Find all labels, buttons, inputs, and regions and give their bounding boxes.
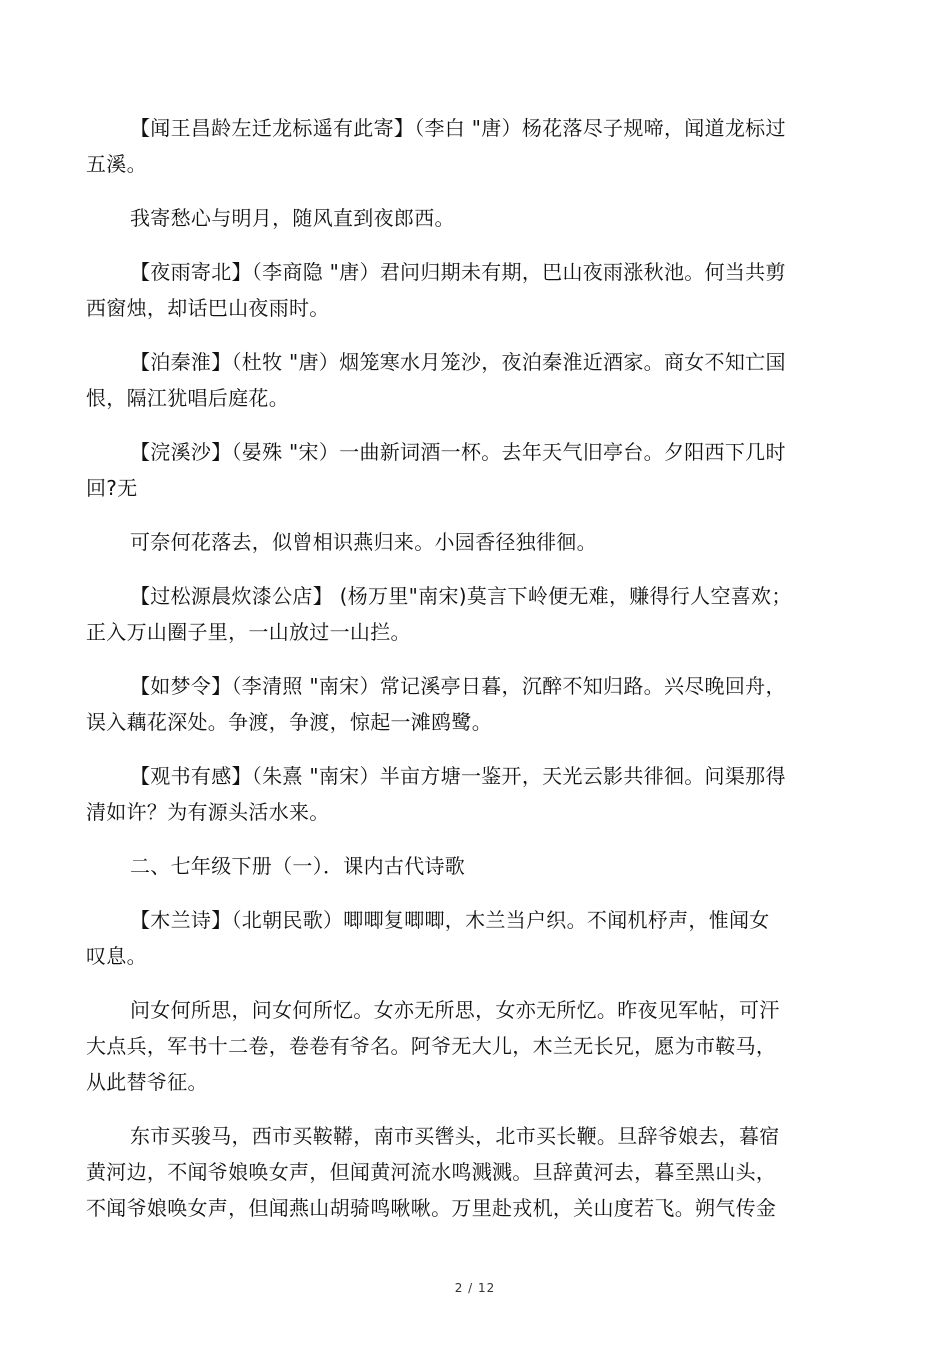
- text-line: 【过松源晨炊漆公店】 (杨万里"南宋)莫言下岭便无难，赚得行人空喜欢；: [130, 584, 792, 608]
- text-line: 回?无: [86, 476, 138, 500]
- paragraph: [86, 524, 846, 560]
- paragraph: [86, 110, 846, 182]
- paragraph: [86, 200, 846, 236]
- text-line: 正入万山圈子里，一山放过一山拦。: [86, 620, 411, 644]
- text-line: 西窗烛，却话巴山夜雨时。: [86, 296, 330, 320]
- paragraph: [86, 1118, 846, 1226]
- text-line: 误入藕花深处。争渡，争渡，惊起一滩鸥鹭。: [86, 710, 492, 734]
- paragraph: [86, 668, 846, 740]
- text-line: 大点兵，军书十二卷，卷卷有爷名。阿爷无大儿，木兰无长兄，愿为市鞍马，: [86, 1034, 777, 1058]
- text-line: 不闻爷娘唤女声，但闻燕山胡骑鸣啾啾。万里赴戎机，关山度若飞。朔气传金: [86, 1196, 777, 1220]
- text-line: 【闻王昌龄左迁龙标遥有此寄】（李白 "唐）杨花落尽子规啼，闻道龙标过: [130, 116, 786, 140]
- text-line: 叹息。: [86, 944, 147, 968]
- text-line: 恨，隔江犹唱后庭花。: [86, 386, 289, 410]
- page-number: 2 / 12: [454, 1281, 496, 1295]
- paragraph: [86, 758, 846, 830]
- text-line: 【木兰诗】（北朝民歌）唧唧复唧唧，木兰当户织。不闻机杼声，惟闻女: [130, 908, 770, 932]
- paragraph: [86, 848, 846, 884]
- text-line: 清如许？为有源头活水来。: [86, 800, 330, 824]
- paragraph: [86, 992, 846, 1100]
- text-line: 【如梦令】（李清照 "南宋）常记溪亭日暮，沉醉不知归路。兴尽晚回舟，: [130, 674, 786, 698]
- paragraph: [86, 344, 846, 416]
- text-line: 五溪。: [86, 152, 147, 176]
- text-line: 【泊秦淮】（杜牧 "唐）烟笼寒水月笼沙，夜泊秦淮近酒家。商女不知亡国: [130, 350, 786, 374]
- document-body: [86, 110, 846, 1244]
- text-line: 从此替爷征。: [86, 1070, 208, 1094]
- text-line: 问女何所思，问女何所忆。女亦无所思，女亦无所忆。昨夜见军帖，可汗: [130, 998, 780, 1022]
- text-line: 二、七年级下册（一）．课内古代诗歌: [130, 854, 466, 878]
- text-line: 【浣溪沙】（晏殊 "宋）一曲新词酒一杯。去年天气旧亭台。夕阳西下几时: [130, 440, 786, 464]
- text-line: 【观书有感】（朱熹 "南宋）半亩方塘一鉴开，天光云影共徘徊。问渠那得: [130, 764, 786, 788]
- text-line: 黄河边，不闻爷娘唤女声，但闻黄河流水鸣溅溅。旦辞黄河去，暮至黑山头，: [86, 1160, 777, 1184]
- paragraph: [86, 434, 846, 506]
- paragraph: [86, 578, 846, 650]
- paragraph: [86, 902, 846, 974]
- text-line: 可奈何花落去，似曾相识燕归来。小园香径独徘徊。: [130, 530, 597, 554]
- paragraph: [86, 254, 846, 326]
- text-line: 【夜雨寄北】（李商隐 "唐）君问归期未有期，巴山夜雨涨秋池。何当共剪: [130, 260, 786, 284]
- text-line: 东市买骏马，西市买鞍鞯，南市买辔头，北市买长鞭。旦辞爷娘去，暮宿: [130, 1124, 780, 1148]
- text-line: 我寄愁心与明月，随风直到夜郎西。: [130, 206, 455, 230]
